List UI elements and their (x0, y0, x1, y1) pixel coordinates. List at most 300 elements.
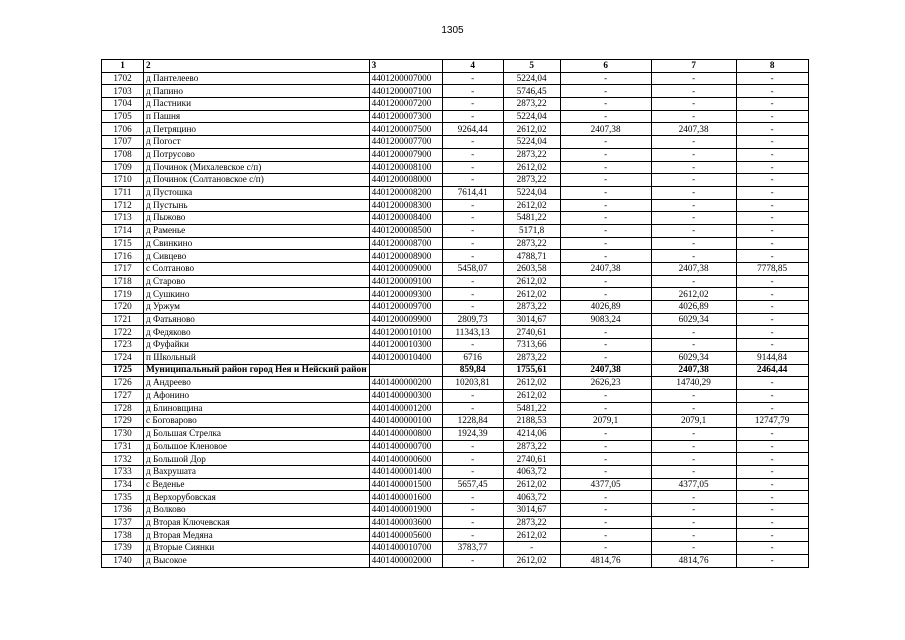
settlement-name: д Большая Стрелка (144, 427, 370, 440)
col-5-value: 3014,67 (503, 313, 560, 326)
row-number: 1718 (102, 275, 144, 288)
col-5-value: 2612,02 (503, 389, 560, 402)
col-6-value: 4377,05 (560, 478, 651, 491)
col-8-value: - (736, 212, 808, 225)
settlement-name: д Афонино (144, 389, 370, 402)
col-6-value: - (560, 199, 651, 212)
col-8-value: - (736, 339, 808, 352)
col-6-value: - (560, 275, 651, 288)
col-6-value: - (560, 148, 651, 161)
col-7-value: - (651, 148, 736, 161)
col-4-value: 11343,13 (442, 326, 503, 339)
settlement-name: д Большой Дор (144, 453, 370, 466)
col-8-value: - (736, 504, 808, 517)
col-4-value: - (442, 98, 503, 111)
row-number: 1715 (102, 237, 144, 250)
oktmo-code: 4401200010100 (369, 326, 442, 339)
oktmo-code: 4401200007900 (369, 148, 442, 161)
settlement-name: д Вторая Ключевская (144, 516, 370, 529)
oktmo-code: 4401200010400 (369, 351, 442, 364)
oktmo-code: 4401400001900 (369, 504, 442, 517)
column-header: 4 (442, 60, 503, 73)
col-8-value: - (736, 440, 808, 453)
col-4-value: 3783,77 (442, 542, 503, 555)
table-row (102, 275, 809, 288)
col-4-value: - (442, 72, 503, 85)
oktmo-code: 4401200008200 (369, 186, 442, 199)
col-7-value: - (651, 453, 736, 466)
oktmo-code: 4401200008300 (369, 199, 442, 212)
settlement-name: д Сивцево (144, 250, 370, 263)
col-7-value: - (651, 402, 736, 415)
oktmo-code: 4401400001500 (369, 478, 442, 491)
col-8-value: - (736, 237, 808, 250)
settlement-name: с Солтаново (144, 263, 370, 276)
settlement-name: д Вторые Сиянки (144, 542, 370, 555)
column-header: 7 (651, 60, 736, 73)
col-5-value: 2612,02 (503, 529, 560, 542)
col-5-value: 2603,58 (503, 263, 560, 276)
col-7-value: 6029,34 (651, 313, 736, 326)
row-number: 1724 (102, 351, 144, 364)
table-header-row (102, 60, 809, 73)
col-7-value: - (651, 326, 736, 339)
row-number: 1739 (102, 542, 144, 555)
oktmo-code: 4401400001200 (369, 402, 442, 415)
col-8-value: - (736, 478, 808, 491)
col-7-value: 4814,76 (651, 554, 736, 567)
table-row (102, 161, 809, 174)
col-5-value: 1755,61 (503, 364, 560, 377)
col-8-value: - (736, 186, 808, 199)
col-8-value: - (736, 224, 808, 237)
col-4-value: - (442, 212, 503, 225)
col-4-value: 7614,41 (442, 186, 503, 199)
col-6-value: - (560, 402, 651, 415)
table-row (102, 351, 809, 364)
col-6-value: - (560, 326, 651, 339)
table-row (102, 224, 809, 237)
oktmo-code: 4401400003600 (369, 516, 442, 529)
table-row (102, 85, 809, 98)
settlement-name: д Пантелеево (144, 72, 370, 85)
col-8-value: 7778,85 (736, 263, 808, 276)
table-row (102, 123, 809, 136)
col-7-value: 2407,38 (651, 263, 736, 276)
settlement-name: Муниципальный район город Нея и Нейский район (144, 364, 370, 377)
col-4-value: - (442, 339, 503, 352)
col-8-value: - (736, 402, 808, 415)
row-number: 1708 (102, 148, 144, 161)
column-header: 2 (144, 60, 370, 73)
col-5-value: 5224,04 (503, 136, 560, 149)
settlement-name: д Вторая Медяна (144, 529, 370, 542)
settlement-name: с Веденье (144, 478, 370, 491)
col-4-value: - (442, 453, 503, 466)
col-8-value: - (736, 427, 808, 440)
col-4-value: 10203,81 (442, 377, 503, 390)
oktmo-code: 4401400000300 (369, 389, 442, 402)
row-number: 1735 (102, 491, 144, 504)
col-7-value: - (651, 440, 736, 453)
col-5-value: - (503, 542, 560, 555)
table-row (102, 516, 809, 529)
col-6-value: - (560, 542, 651, 555)
col-7-value: - (651, 250, 736, 263)
col-4-value: - (442, 224, 503, 237)
col-4-value: 2809,73 (442, 313, 503, 326)
col-8-value: - (736, 275, 808, 288)
oktmo-code (369, 364, 442, 377)
settlement-name: п Школьный (144, 351, 370, 364)
table-row (102, 389, 809, 402)
col-8-value: - (736, 110, 808, 123)
table-row (102, 554, 809, 567)
settlement-name: д Раменье (144, 224, 370, 237)
oktmo-code: 4401400001600 (369, 491, 442, 504)
col-4-value: 859,84 (442, 364, 503, 377)
settlement-name: д Пастники (144, 98, 370, 111)
col-5-value: 2873,22 (503, 301, 560, 314)
col-4-value: - (442, 110, 503, 123)
col-6-value: - (560, 161, 651, 174)
settlement-name: д Пустынь (144, 199, 370, 212)
settlement-name: д Большое Кленовое (144, 440, 370, 453)
row-number: 1732 (102, 453, 144, 466)
col-7-value: 4377,05 (651, 478, 736, 491)
column-header: 8 (736, 60, 808, 73)
col-8-value: - (736, 250, 808, 263)
col-7-value: - (651, 427, 736, 440)
oktmo-code: 4401200008500 (369, 224, 442, 237)
table-row (102, 377, 809, 390)
settlement-name: д Погост (144, 136, 370, 149)
column-header: 5 (503, 60, 560, 73)
col-5-value: 2612,02 (503, 288, 560, 301)
col-8-value: - (736, 98, 808, 111)
oktmo-code: 4401200009900 (369, 313, 442, 326)
col-6-value: 4814,76 (560, 554, 651, 567)
table-row (102, 148, 809, 161)
oktmo-code: 4401200009300 (369, 288, 442, 301)
col-8-value: - (736, 174, 808, 187)
row-number: 1723 (102, 339, 144, 352)
col-4-value: - (442, 174, 503, 187)
col-4-value: - (442, 199, 503, 212)
col-4-value: 5458,07 (442, 263, 503, 276)
col-5-value: 2873,22 (503, 98, 560, 111)
col-7-value: - (651, 161, 736, 174)
col-7-value: - (651, 72, 736, 85)
col-7-value: - (651, 237, 736, 250)
table-row (102, 326, 809, 339)
col-6-value: 2407,38 (560, 364, 651, 377)
table-row (102, 301, 809, 314)
col-4-value: - (442, 136, 503, 149)
col-4-value: - (442, 288, 503, 301)
oktmo-code: 4401200008900 (369, 250, 442, 263)
col-7-value: - (651, 212, 736, 225)
settlement-name: д Верхорубовская (144, 491, 370, 504)
table-row (102, 72, 809, 85)
col-4-value: - (442, 148, 503, 161)
col-8-value: - (736, 554, 808, 567)
oktmo-code: 4401400000800 (369, 427, 442, 440)
row-number: 1737 (102, 516, 144, 529)
col-7-value: - (651, 504, 736, 517)
oktmo-code: 4401400001400 (369, 466, 442, 479)
col-4-value: - (442, 85, 503, 98)
oktmo-code: 4401200007700 (369, 136, 442, 149)
col-5-value: 2612,02 (503, 554, 560, 567)
oktmo-code: 4401200007300 (369, 110, 442, 123)
row-number: 1719 (102, 288, 144, 301)
oktmo-code: 4401200008700 (369, 237, 442, 250)
row-number: 1725 (102, 364, 144, 377)
col-4-value: 5657,45 (442, 478, 503, 491)
col-6-value: 2626,23 (560, 377, 651, 390)
col-5-value: 2873,22 (503, 237, 560, 250)
oktmo-code: 4401200007000 (369, 72, 442, 85)
row-number: 1720 (102, 301, 144, 314)
col-6-value: - (560, 72, 651, 85)
oktmo-code: 4401200010300 (369, 339, 442, 352)
row-number: 1714 (102, 224, 144, 237)
col-4-value: - (442, 554, 503, 567)
row-number: 1733 (102, 466, 144, 479)
col-6-value: 2407,38 (560, 123, 651, 136)
col-8-value: - (736, 466, 808, 479)
col-5-value: 7313,66 (503, 339, 560, 352)
table-row (102, 313, 809, 326)
col-7-value: 2612,02 (651, 288, 736, 301)
row-number: 1731 (102, 440, 144, 453)
col-8-value: - (736, 542, 808, 555)
oktmo-code: 4401400005600 (369, 529, 442, 542)
row-number: 1713 (102, 212, 144, 225)
oktmo-code: 4401200008100 (369, 161, 442, 174)
col-8-value: - (736, 516, 808, 529)
col-7-value: - (651, 516, 736, 529)
col-5-value: 3014,67 (503, 504, 560, 517)
row-number: 1702 (102, 72, 144, 85)
col-5-value: 2873,22 (503, 516, 560, 529)
col-5-value: 2612,02 (503, 275, 560, 288)
col-5-value: 5224,04 (503, 186, 560, 199)
column-header: 1 (102, 60, 144, 73)
column-header: 6 (560, 60, 651, 73)
settlement-name: д Фатьяново (144, 313, 370, 326)
data-table (101, 59, 809, 568)
col-7-value: - (651, 389, 736, 402)
col-7-value: 6029,34 (651, 351, 736, 364)
oktmo-code: 4401200007100 (369, 85, 442, 98)
column-header: 3 (369, 60, 442, 73)
col-7-value: - (651, 224, 736, 237)
col-4-value: - (442, 250, 503, 263)
col-6-value: - (560, 250, 651, 263)
col-5-value: 2873,22 (503, 440, 560, 453)
page-number: 1305 (441, 25, 464, 36)
row-number: 1740 (102, 554, 144, 567)
col-4-value: - (442, 389, 503, 402)
settlement-name: д Вахрушата (144, 466, 370, 479)
col-7-value: 14740,29 (651, 377, 736, 390)
col-6-value: - (560, 212, 651, 225)
col-5-value: 2740,61 (503, 453, 560, 466)
col-4-value: - (442, 275, 503, 288)
col-6-value: - (560, 174, 651, 187)
col-8-value: - (736, 529, 808, 542)
col-4-value: - (442, 466, 503, 479)
col-4-value: - (442, 440, 503, 453)
row-number: 1717 (102, 263, 144, 276)
table-row (102, 186, 809, 199)
table-row (102, 453, 809, 466)
col-4-value: - (442, 161, 503, 174)
col-6-value: 9083,24 (560, 313, 651, 326)
col-5-value: 5224,04 (503, 110, 560, 123)
col-6-value: 2079,1 (560, 415, 651, 428)
col-5-value: 2188,53 (503, 415, 560, 428)
col-6-value: - (560, 466, 651, 479)
col-6-value: - (560, 351, 651, 364)
col-5-value: 4788,71 (503, 250, 560, 263)
table-row (102, 364, 809, 377)
table-row (102, 427, 809, 440)
col-8-value: 12747,79 (736, 415, 808, 428)
col-7-value: - (651, 339, 736, 352)
table-row (102, 504, 809, 517)
col-7-value: - (651, 529, 736, 542)
row-number: 1736 (102, 504, 144, 517)
table-row (102, 529, 809, 542)
col-7-value: 2407,38 (651, 123, 736, 136)
col-6-value: 4026,89 (560, 301, 651, 314)
col-5-value: 5224,04 (503, 72, 560, 85)
col-7-value: 2407,38 (651, 364, 736, 377)
col-4-value: - (442, 504, 503, 517)
row-number: 1734 (102, 478, 144, 491)
col-8-value: - (736, 161, 808, 174)
col-4-value: - (442, 402, 503, 415)
settlement-name: д Потрусово (144, 148, 370, 161)
col-6-value: - (560, 453, 651, 466)
row-number: 1712 (102, 199, 144, 212)
col-5-value: 2612,02 (503, 199, 560, 212)
col-5-value: 5746,45 (503, 85, 560, 98)
col-8-value: - (736, 389, 808, 402)
settlement-name: д Старово (144, 275, 370, 288)
table-row (102, 237, 809, 250)
table-row (102, 288, 809, 301)
col-6-value: - (560, 186, 651, 199)
col-6-value: - (560, 427, 651, 440)
table-row (102, 339, 809, 352)
col-6-value: - (560, 504, 651, 517)
col-4-value: 1228,84 (442, 415, 503, 428)
table-row (102, 478, 809, 491)
table-row (102, 212, 809, 225)
col-5-value: 2612,02 (503, 161, 560, 174)
col-6-value: - (560, 136, 651, 149)
settlement-name: д Пыжово (144, 212, 370, 225)
row-number: 1728 (102, 402, 144, 415)
col-8-value: 2464,44 (736, 364, 808, 377)
col-6-value: - (560, 529, 651, 542)
col-5-value: 5171,8 (503, 224, 560, 237)
col-7-value: - (651, 466, 736, 479)
col-5-value: 2612,02 (503, 123, 560, 136)
col-8-value: - (736, 136, 808, 149)
oktmo-code: 4401200007200 (369, 98, 442, 111)
oktmo-code: 4401400002000 (369, 554, 442, 567)
table-row (102, 415, 809, 428)
oktmo-code: 4401400000700 (369, 440, 442, 453)
table-row (102, 174, 809, 187)
table-row (102, 98, 809, 111)
col-5-value: 5481,22 (503, 212, 560, 225)
col-5-value: 2873,22 (503, 148, 560, 161)
col-8-value: - (736, 199, 808, 212)
col-5-value: 4063,72 (503, 491, 560, 504)
col-5-value: 2873,22 (503, 174, 560, 187)
col-8-value: - (736, 377, 808, 390)
row-number: 1726 (102, 377, 144, 390)
oktmo-code: 4401200009700 (369, 301, 442, 314)
col-8-value: - (736, 313, 808, 326)
col-8-value: 9144,84 (736, 351, 808, 364)
col-7-value: - (651, 199, 736, 212)
col-6-value: - (560, 516, 651, 529)
oktmo-code: 4401200009000 (369, 263, 442, 276)
row-number: 1709 (102, 161, 144, 174)
col-6-value: - (560, 288, 651, 301)
col-8-value: - (736, 72, 808, 85)
settlement-name: д Петряцино (144, 123, 370, 136)
col-6-value: - (560, 85, 651, 98)
settlement-name: с Боговарово (144, 415, 370, 428)
table-row (102, 110, 809, 123)
table-row (102, 402, 809, 415)
col-4-value: 1924,39 (442, 427, 503, 440)
col-4-value: - (442, 516, 503, 529)
row-number: 1706 (102, 123, 144, 136)
col-7-value: - (651, 542, 736, 555)
col-4-value: - (442, 529, 503, 542)
col-8-value: - (736, 85, 808, 98)
table-row (102, 136, 809, 149)
settlement-name: д Папино (144, 85, 370, 98)
row-number: 1730 (102, 427, 144, 440)
settlement-name: д Сушкино (144, 288, 370, 301)
col-6-value: - (560, 440, 651, 453)
row-number: 1703 (102, 85, 144, 98)
col-7-value: - (651, 186, 736, 199)
col-7-value: 4026,89 (651, 301, 736, 314)
col-7-value: - (651, 174, 736, 187)
col-5-value: 5481,22 (503, 402, 560, 415)
col-6-value: - (560, 237, 651, 250)
col-6-value: - (560, 224, 651, 237)
col-5-value: 2612,02 (503, 377, 560, 390)
col-6-value: - (560, 339, 651, 352)
col-6-value: 2407,38 (560, 263, 651, 276)
table-row (102, 199, 809, 212)
row-number: 1710 (102, 174, 144, 187)
col-5-value: 4063,72 (503, 466, 560, 479)
col-6-value: - (560, 491, 651, 504)
